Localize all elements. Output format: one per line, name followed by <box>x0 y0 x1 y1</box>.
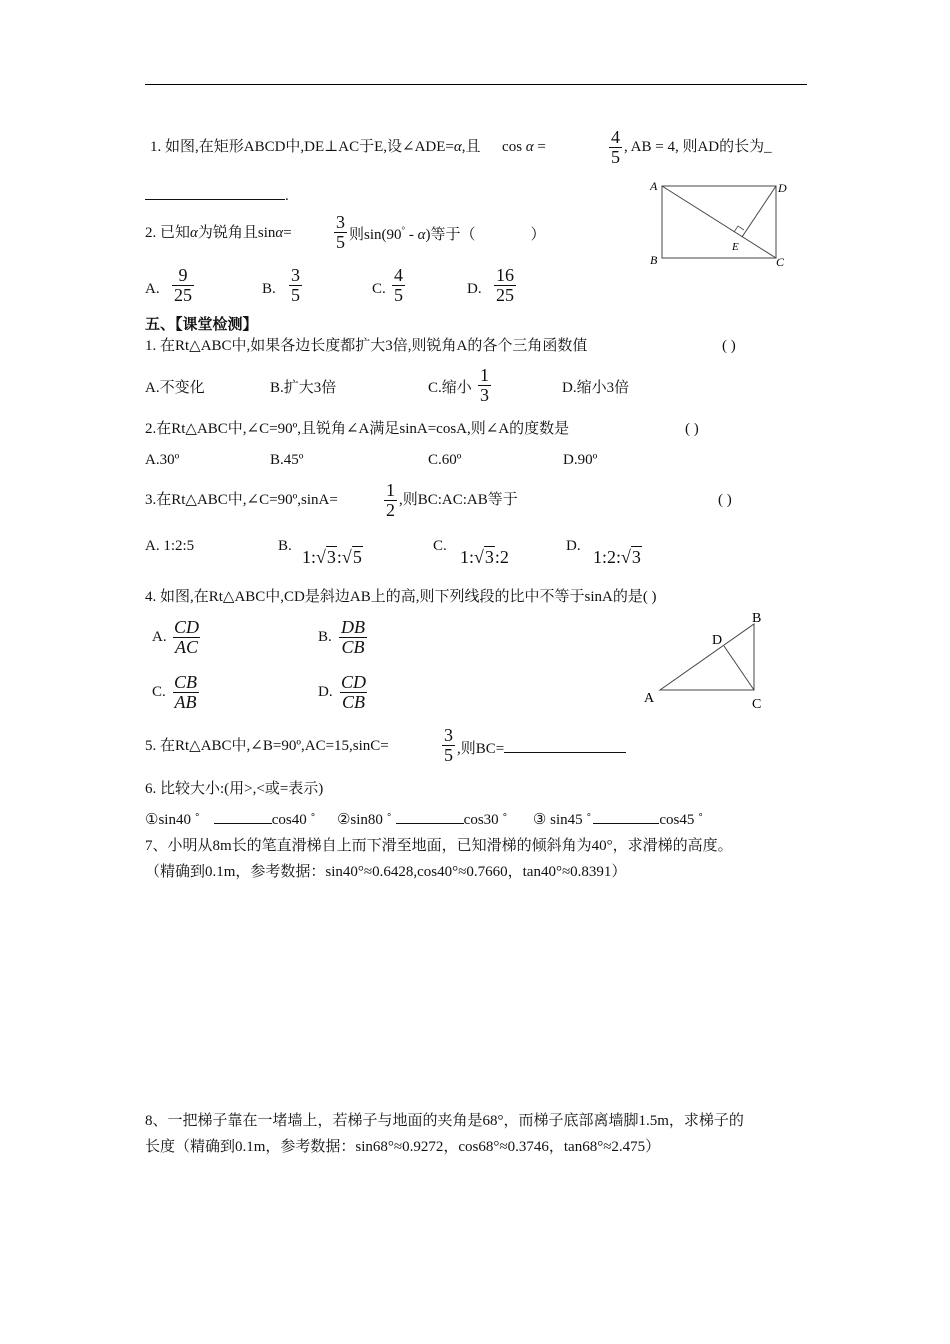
check-3-option-b[interactable]: B. <box>278 538 292 554</box>
check-1-option-b[interactable]: B.扩大3倍 <box>270 380 337 396</box>
check-3-frac: $\frac{1}{2}$ <box>386 480 395 520</box>
right-angle-mark <box>734 226 744 232</box>
label-c: C <box>752 697 762 712</box>
check-2-option-c[interactable]: C.60º <box>428 452 462 468</box>
q2-option-b[interactable]: B. <box>262 281 276 297</box>
header-rule <box>145 84 807 85</box>
blank-1[interactable] <box>214 810 272 824</box>
check-1-option-d[interactable]: D.缩小3倍 <box>562 380 630 396</box>
check-2-paren[interactable]: ( ) <box>685 421 699 437</box>
q2-fraction: $\frac{3}{5}$ <box>336 212 345 252</box>
rectangle-figure <box>640 174 800 274</box>
check-4: 4. 如图,在Rt△ABC中,CD是斜边AB上的高,则下列线段的比中不等于sinA的是( ) <box>145 589 657 605</box>
triangle-outline <box>660 624 754 690</box>
check-1: 1. 在Rt△ABC中,如果各边长度都扩大3倍,则锐角A的各个三角函数值 <box>145 338 588 354</box>
q2-option-d[interactable]: D. <box>467 281 482 297</box>
q2-option-c[interactable]: C. <box>372 281 386 297</box>
q1-tail: , AB = 4, 则AD的长为_ <box>624 139 772 155</box>
blank-2[interactable] <box>396 810 464 824</box>
label-d: D <box>778 181 787 195</box>
check-4-option-a-frac: $\frac{CD}{AC}$ <box>174 617 200 657</box>
check-6-title: 6. 比较大小:(用>,<或=表示) <box>145 781 324 797</box>
check-6-items: ①sin40 ˚ cos40 ˚ ②sin80 ˚ cos30 ˚ ③ sin45 ˚ cos45 ˚ <box>145 812 704 828</box>
q2-option-a-frac: $\frac{9}{25}$ <box>174 265 192 305</box>
section-title: 五、【课堂检测】 <box>145 317 258 333</box>
question-1: 1. 如图,在矩形ABCD中,DE⊥AC于E,设∠ADE=α,且 cos α = <box>150 139 546 155</box>
label-b: B <box>752 611 762 626</box>
label-c: C <box>776 255 785 269</box>
check-4-option-c-frac: $\frac{CB}{AB}$ <box>174 672 198 712</box>
q2-option-a[interactable]: A. <box>145 281 160 297</box>
check-2-option-b[interactable]: B.45º <box>270 452 304 468</box>
question-2: 2. 已知α为锐角且sinα= <box>145 225 292 241</box>
blank-3[interactable] <box>593 810 659 824</box>
check-3-option-d-math: 1:2:√3 <box>593 547 641 567</box>
check-3-option-d[interactable]: D. <box>566 538 581 554</box>
check-3-tail: ,则BC:AC:AB等于 <box>399 492 518 508</box>
check-8-line-1: 8、一把梯子靠在一堵墙上，若梯子与地面的夹角是68°，而梯子底部离墙脚1.5m，求梯子的 <box>145 1113 744 1129</box>
q2-option-b-frac: $\frac{3}{5}$ <box>291 265 300 305</box>
check-3-option-b-math: 1:√3:√5 <box>302 547 362 567</box>
check-1-option-c[interactable]: C.缩小 <box>428 380 472 396</box>
check-2-option-a[interactable]: A.30º <box>145 452 180 468</box>
label-e: E <box>732 241 739 253</box>
check-5-tail: ,则BC= <box>457 739 626 757</box>
check-4-option-a[interactable]: A. <box>152 629 167 645</box>
check-4-option-c[interactable]: C. <box>152 684 166 700</box>
check-5: 5. 在Rt△ABC中,∠B=90º,AC=15,sinC= <box>145 738 389 754</box>
check-1-option-a[interactable]: A.不变化 <box>145 380 205 396</box>
check-4-option-b-frac: $\frac{DB}{CB}$ <box>341 617 365 657</box>
label-b: B <box>650 253 658 267</box>
check-2: 2.在Rt△ABC中,∠C=90º,且锐角∠A满足sinA=cosA,则∠A的度数是 <box>145 421 570 437</box>
check-7-line-1: 7、小明从8m长的笔直滑梯自上而下滑至地面，已知滑梯的倾斜角为40°，求滑梯的高度。 <box>145 838 733 854</box>
check-3-option-a[interactable]: A. 1:2:5 <box>145 538 195 554</box>
check-4-option-b[interactable]: B. <box>318 629 332 645</box>
check-3-option-c[interactable]: C. <box>433 538 447 554</box>
check-8-line-2: 长度（精确到0.1m，参考数据：sin68°≈0.9272，cos68°≈0.3746，tan68°≈2.475） <box>145 1139 661 1155</box>
q2-option-d-frac: $\frac{16}{25}$ <box>496 265 514 305</box>
check-1-option-c-frac: $\frac{1}{3}$ <box>480 365 489 405</box>
q2-option-c-frac: $\frac{4}{5}$ <box>394 265 403 305</box>
altitude-cd <box>724 646 754 690</box>
check-7-line-2: （精确到0.1m，参考数据：sin40°≈0.6428,cos40°≈0.7660，tan40°≈0.8391） <box>145 864 627 880</box>
segment-de <box>742 186 776 237</box>
triangle-figure <box>640 606 770 716</box>
label-a: A <box>650 179 658 193</box>
check-5-frac: $\frac{3}{5}$ <box>444 725 453 765</box>
check-4-option-d-frac: $\frac{CD}{CB}$ <box>341 672 367 712</box>
check-3-option-c-math: 1:√3:2 <box>460 547 509 567</box>
check-1-paren[interactable]: ( ) <box>722 338 736 354</box>
check-4-option-d[interactable]: D. <box>318 684 333 700</box>
check-3: 3.在Rt△ABC中,∠C=90º,sinA= <box>145 492 338 508</box>
q1-fraction: $\frac{4}{5}$ <box>611 127 620 167</box>
q2-tail: 则sin(90° - α)等于（ ） <box>349 225 546 243</box>
check-3-paren[interactable]: ( ) <box>718 492 732 508</box>
q1-answer-line[interactable]: . <box>145 186 289 204</box>
label-a: A <box>644 691 655 706</box>
diagonal-ac <box>662 186 776 258</box>
check-2-option-d[interactable]: D.90º <box>563 452 598 468</box>
label-d: D <box>712 633 723 648</box>
